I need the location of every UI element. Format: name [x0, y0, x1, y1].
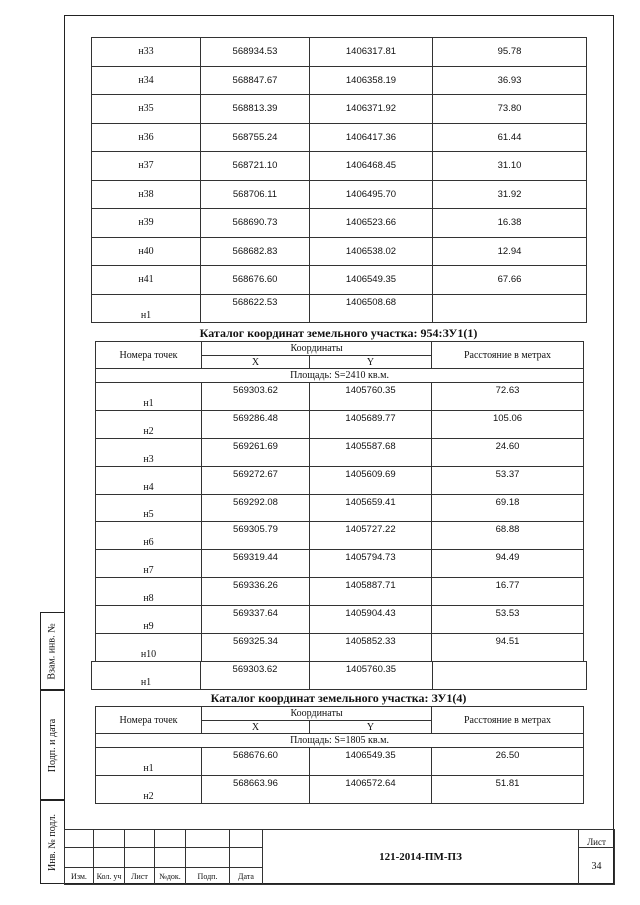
dist-cell: [433, 294, 587, 322]
x-cell: 569303.62: [201, 662, 310, 690]
x-cell: 569286.48: [202, 410, 310, 438]
x-cell: 568676.60: [201, 266, 310, 295]
table-row: [92, 266, 587, 295]
table-row: [92, 123, 587, 152]
coordinate-table-954-closing: [91, 661, 587, 690]
point-cell: н39: [92, 209, 201, 238]
dist-cell: 68.88: [432, 522, 584, 550]
x-cell: 568663.96: [202, 776, 310, 804]
table-row: [92, 294, 587, 322]
table-row: [96, 466, 584, 494]
y-cell: 1405760.35: [310, 383, 432, 411]
table-row: [96, 748, 584, 776]
point-cell: н10: [96, 634, 202, 662]
x-cell: 569337.64: [202, 606, 310, 634]
point-cell: н35: [92, 95, 201, 124]
x-cell: 568934.53: [201, 38, 310, 67]
header-y: Y: [310, 721, 432, 734]
x-cell: 568682.83: [201, 237, 310, 266]
dist-cell: 31.92: [433, 180, 587, 209]
x-cell: 568755.24: [201, 123, 310, 152]
stamp-col-label: №док.: [155, 868, 186, 885]
x-cell: 568721.10: [201, 152, 310, 181]
area-row: Площадь: S=1805 кв.м.: [96, 734, 584, 748]
table-row: [96, 550, 584, 578]
x-cell: 568813.39: [201, 95, 310, 124]
dist-cell: 95.78: [433, 38, 587, 67]
y-cell: 1405904.43: [310, 606, 432, 634]
y-cell: 1405887.71: [310, 578, 432, 606]
stamp-col-label: Лист: [125, 868, 155, 885]
side-label-inv: Инв. № подл.: [47, 813, 59, 871]
dist-cell: 73.80: [433, 95, 587, 124]
table-row: [92, 237, 587, 266]
table-row: [92, 662, 587, 690]
table-row: [96, 494, 584, 522]
y-cell: 1406317.81: [310, 38, 433, 67]
side-label-vzam: Взам. инв. №: [47, 622, 59, 680]
stamp-col-label: Изм.: [65, 868, 94, 885]
x-cell: 569325.34: [202, 634, 310, 662]
point-cell: н3: [96, 438, 202, 466]
coordinate-table-zu1-4: [95, 706, 584, 804]
dist-cell: 105.06: [432, 410, 584, 438]
y-cell: 1406523.66: [310, 209, 433, 238]
header-points: Номера точек: [96, 707, 202, 734]
x-cell: 569305.79: [202, 522, 310, 550]
table-row: [92, 38, 587, 67]
stamp-col-label: Подп.: [186, 868, 230, 885]
point-cell: н34: [92, 66, 201, 95]
document-code: 121-2014-ПМ-ПЗ: [263, 830, 579, 885]
header-dist: Расстояние в метрах: [432, 707, 584, 734]
catalog-title-zu1-4: Каталог координат земельного участка: ЗУ1(4): [210, 691, 467, 705]
header-y: Y: [310, 356, 432, 369]
y-cell: 1405689.77: [310, 410, 432, 438]
point-cell: н36: [92, 123, 201, 152]
x-cell: 569303.62: [202, 383, 310, 411]
table-row: [96, 776, 584, 804]
dist-cell: 72.63: [432, 383, 584, 411]
dist-cell: 16.77: [432, 578, 584, 606]
dist-cell: 26.50: [432, 748, 584, 776]
x-cell: 569336.26: [202, 578, 310, 606]
point-cell: н5: [96, 494, 202, 522]
y-cell: 1406549.35: [310, 266, 433, 295]
header-dist: Расстояние в метрах: [432, 342, 584, 369]
point-cell: н9: [96, 606, 202, 634]
point-cell: н2: [96, 776, 202, 804]
table-row: [96, 634, 584, 662]
header-coords: Координаты: [202, 342, 432, 356]
dist-cell: 94.51: [432, 634, 584, 662]
dist-cell: 69.18: [432, 494, 584, 522]
table-row: [92, 152, 587, 181]
point-cell: н8: [96, 578, 202, 606]
table-row: [96, 606, 584, 634]
point-cell: н7: [96, 550, 202, 578]
dist-cell: [433, 662, 587, 690]
y-cell: 1406358.19: [310, 66, 433, 95]
y-cell: 1405852.33: [310, 634, 432, 662]
table-row: [96, 410, 584, 438]
dist-cell: 31.10: [433, 152, 587, 181]
y-cell: 1405760.35: [310, 662, 433, 690]
point-cell: н33: [92, 38, 201, 67]
y-cell: 1406468.45: [310, 152, 433, 181]
coordinate-table-continuation: [91, 37, 587, 323]
table-row: [96, 438, 584, 466]
table-row: [92, 66, 587, 95]
x-cell: 568706.11: [201, 180, 310, 209]
point-cell: н37: [92, 152, 201, 181]
dist-cell: 12.94: [433, 237, 587, 266]
header-points: Номера точек: [96, 342, 202, 369]
title-block: [64, 829, 615, 885]
y-cell: 1406495.70: [310, 180, 433, 209]
table-row: [96, 383, 584, 411]
table-row: [92, 95, 587, 124]
point-cell: н40: [92, 237, 201, 266]
point-cell: н6: [96, 522, 202, 550]
point-cell: н1: [96, 383, 202, 411]
dist-cell: 36.93: [433, 66, 587, 95]
dist-cell: 24.60: [432, 438, 584, 466]
point-cell: н1: [92, 294, 201, 322]
x-cell: 569292.08: [202, 494, 310, 522]
table-row: [96, 522, 584, 550]
dist-cell: 94.49: [432, 550, 584, 578]
point-cell: н4: [96, 466, 202, 494]
y-cell: 1406371.92: [310, 95, 433, 124]
point-cell: н38: [92, 180, 201, 209]
header-x: X: [202, 356, 310, 369]
y-cell: 1405727.22: [310, 522, 432, 550]
point-cell: н41: [92, 266, 201, 295]
coordinate-table-954: [95, 341, 584, 662]
y-cell: 1406572.64: [310, 776, 432, 804]
x-cell: 569261.69: [202, 438, 310, 466]
table-row: [92, 180, 587, 209]
catalog-title-954: Каталог координат земельного участка: 954:ЗУ1(1): [199, 326, 478, 340]
y-cell: 1405794.73: [310, 550, 432, 578]
point-cell: н1: [96, 748, 202, 776]
stamp-col-label: Дата: [230, 868, 263, 885]
y-cell: 1405659.41: [310, 494, 432, 522]
x-cell: 568690.73: [201, 209, 310, 238]
dist-cell: 16.38: [433, 209, 587, 238]
y-cell: 1405587.68: [310, 438, 432, 466]
x-cell: 568676.60: [202, 748, 310, 776]
table-row: [92, 209, 587, 238]
side-label-podp: Подп. и дата: [47, 718, 58, 772]
table-row: [96, 578, 584, 606]
dist-cell: 51.81: [432, 776, 584, 804]
area-row: Площадь: S=2410 кв.м.: [96, 369, 584, 383]
x-cell: 569319.44: [202, 550, 310, 578]
y-cell: 1406417.36: [310, 123, 433, 152]
sheet-number: 34: [579, 848, 615, 885]
x-cell: 568847.67: [201, 66, 310, 95]
y-cell: 1406538.02: [310, 237, 433, 266]
x-cell: 569272.67: [202, 466, 310, 494]
stamp-col-label: Кол. уч: [94, 868, 125, 885]
point-cell: н2: [96, 410, 202, 438]
x-cell: 568622.53: [201, 294, 310, 322]
header-x: X: [202, 721, 310, 734]
point-cell: н1: [92, 662, 201, 690]
y-cell: 1406549.35: [310, 748, 432, 776]
header-coords: Координаты: [202, 707, 432, 721]
dist-cell: 53.53: [432, 606, 584, 634]
y-cell: 1406508.68: [310, 294, 433, 322]
y-cell: 1405609.69: [310, 466, 432, 494]
sheet-label: Лист: [579, 830, 615, 848]
dist-cell: 61.44: [433, 123, 587, 152]
dist-cell: 67.66: [433, 266, 587, 295]
dist-cell: 53.37: [432, 466, 584, 494]
